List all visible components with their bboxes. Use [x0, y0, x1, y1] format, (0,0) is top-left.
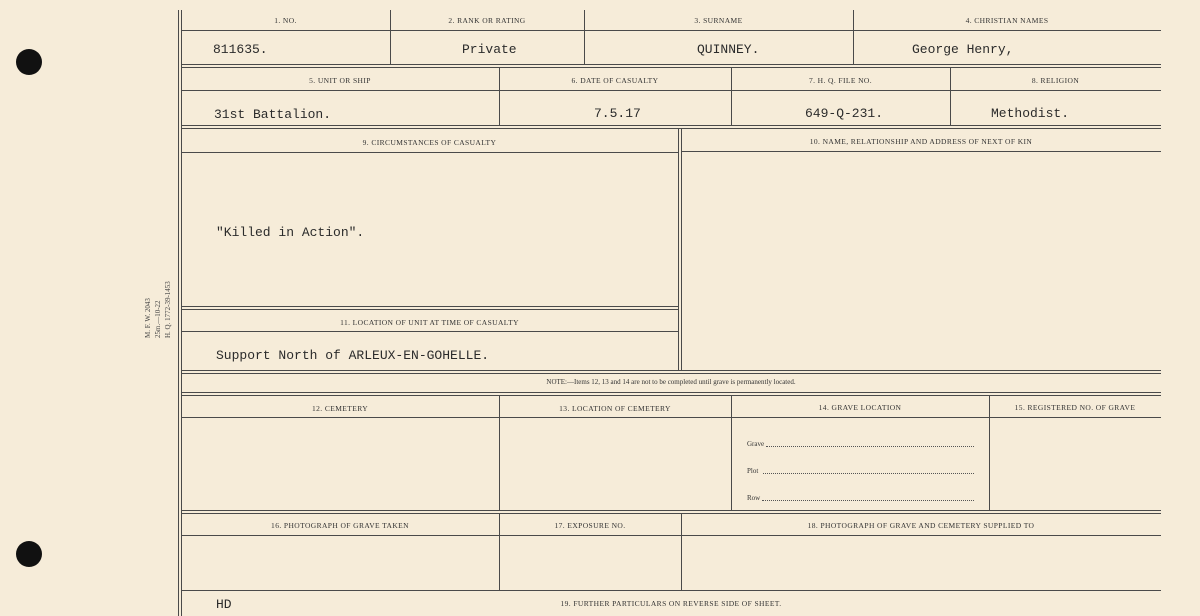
header-next-of-kin: 10. NAME, RELATIONSHIP AND ADDRESS OF NEXT OF KIN — [809, 137, 1033, 146]
header-religion: 8. RELIGION — [1031, 76, 1080, 85]
header-circumstances: 9. CIRCUMSTANCES OF CASUALTY — [362, 138, 497, 147]
note-text: NOTE:—Items 12, 13 and 14 are not to be completed until grave is permanently located. — [546, 378, 796, 386]
surname: QUINNEY. — [697, 42, 760, 57]
header-surname: 3. SURNAME — [694, 16, 743, 25]
punch-hole-top — [16, 49, 42, 75]
header-hq-file-no: 7. H. Q. FILE NO. — [808, 76, 873, 85]
unit: 31st Battalion. — [214, 107, 332, 122]
header-exposure-no: 17. EXPOSURE NO. — [554, 521, 626, 530]
service-number: 811635. — [213, 42, 268, 57]
form-code-line: M. F. W. 2043 — [144, 298, 152, 338]
punch-hole-bottom — [16, 541, 42, 567]
grave-line — [766, 446, 974, 447]
date-of-casualty: 7.5.17 — [594, 106, 641, 121]
header-number: 1. NO. — [274, 16, 297, 25]
header-photo-taken: 16. PHOTOGRAPH OF GRAVE TAKEN — [271, 521, 409, 530]
header-location-of-cemetery: 13. LOCATION OF CEMETERY — [559, 404, 671, 413]
header-date-of-casualty: 6. DATE OF CASUALTY — [571, 76, 659, 85]
initials: HD — [216, 597, 232, 612]
row-label: Row — [747, 494, 761, 502]
margin-rule — [178, 10, 179, 616]
form-code-line: 25m.—10-22 — [154, 300, 162, 338]
location-of-unit: Support North of ARLEUX-EN-GOHELLE. — [216, 348, 490, 363]
header-cemetery: 12. CEMETERY — [311, 404, 369, 413]
header-grave-location: 14. GRAVE LOCATION — [818, 403, 902, 412]
row-line — [762, 500, 974, 501]
header-unit: 5. UNIT OR SHIP — [309, 76, 371, 85]
further-particulars: 19. FURTHER PARTICULARS ON REVERSE SIDE OF SHEET. — [560, 599, 782, 608]
header-location-of-unit: 11. LOCATION OF UNIT AT TIME OF CASUALTY — [340, 318, 519, 327]
christian-names: George Henry, — [912, 42, 1014, 57]
circumstances-of-casualty: "Killed in Action". — [216, 225, 365, 240]
header-christian-names: 4. CHRISTIAN NAMES — [965, 16, 1049, 25]
form-code-line: H. Q. 1772-39-1453 — [164, 281, 172, 338]
rank: Private — [462, 42, 517, 57]
plot-label: Plot — [747, 467, 759, 475]
header-rank: 2. RANK OR RATING — [448, 16, 526, 25]
hq-file-no: 649-Q-231. — [805, 106, 884, 121]
plot-line — [763, 473, 974, 474]
header-registered-no: 15. REGISTERED NO. OF GRAVE — [1014, 403, 1136, 412]
header-photo-supplied-to: 18. PHOTOGRAPH OF GRAVE AND CEMETERY SUPPLIED TO — [807, 521, 1035, 530]
religion: Methodist. — [991, 106, 1070, 121]
grave-label: Grave — [747, 440, 765, 448]
